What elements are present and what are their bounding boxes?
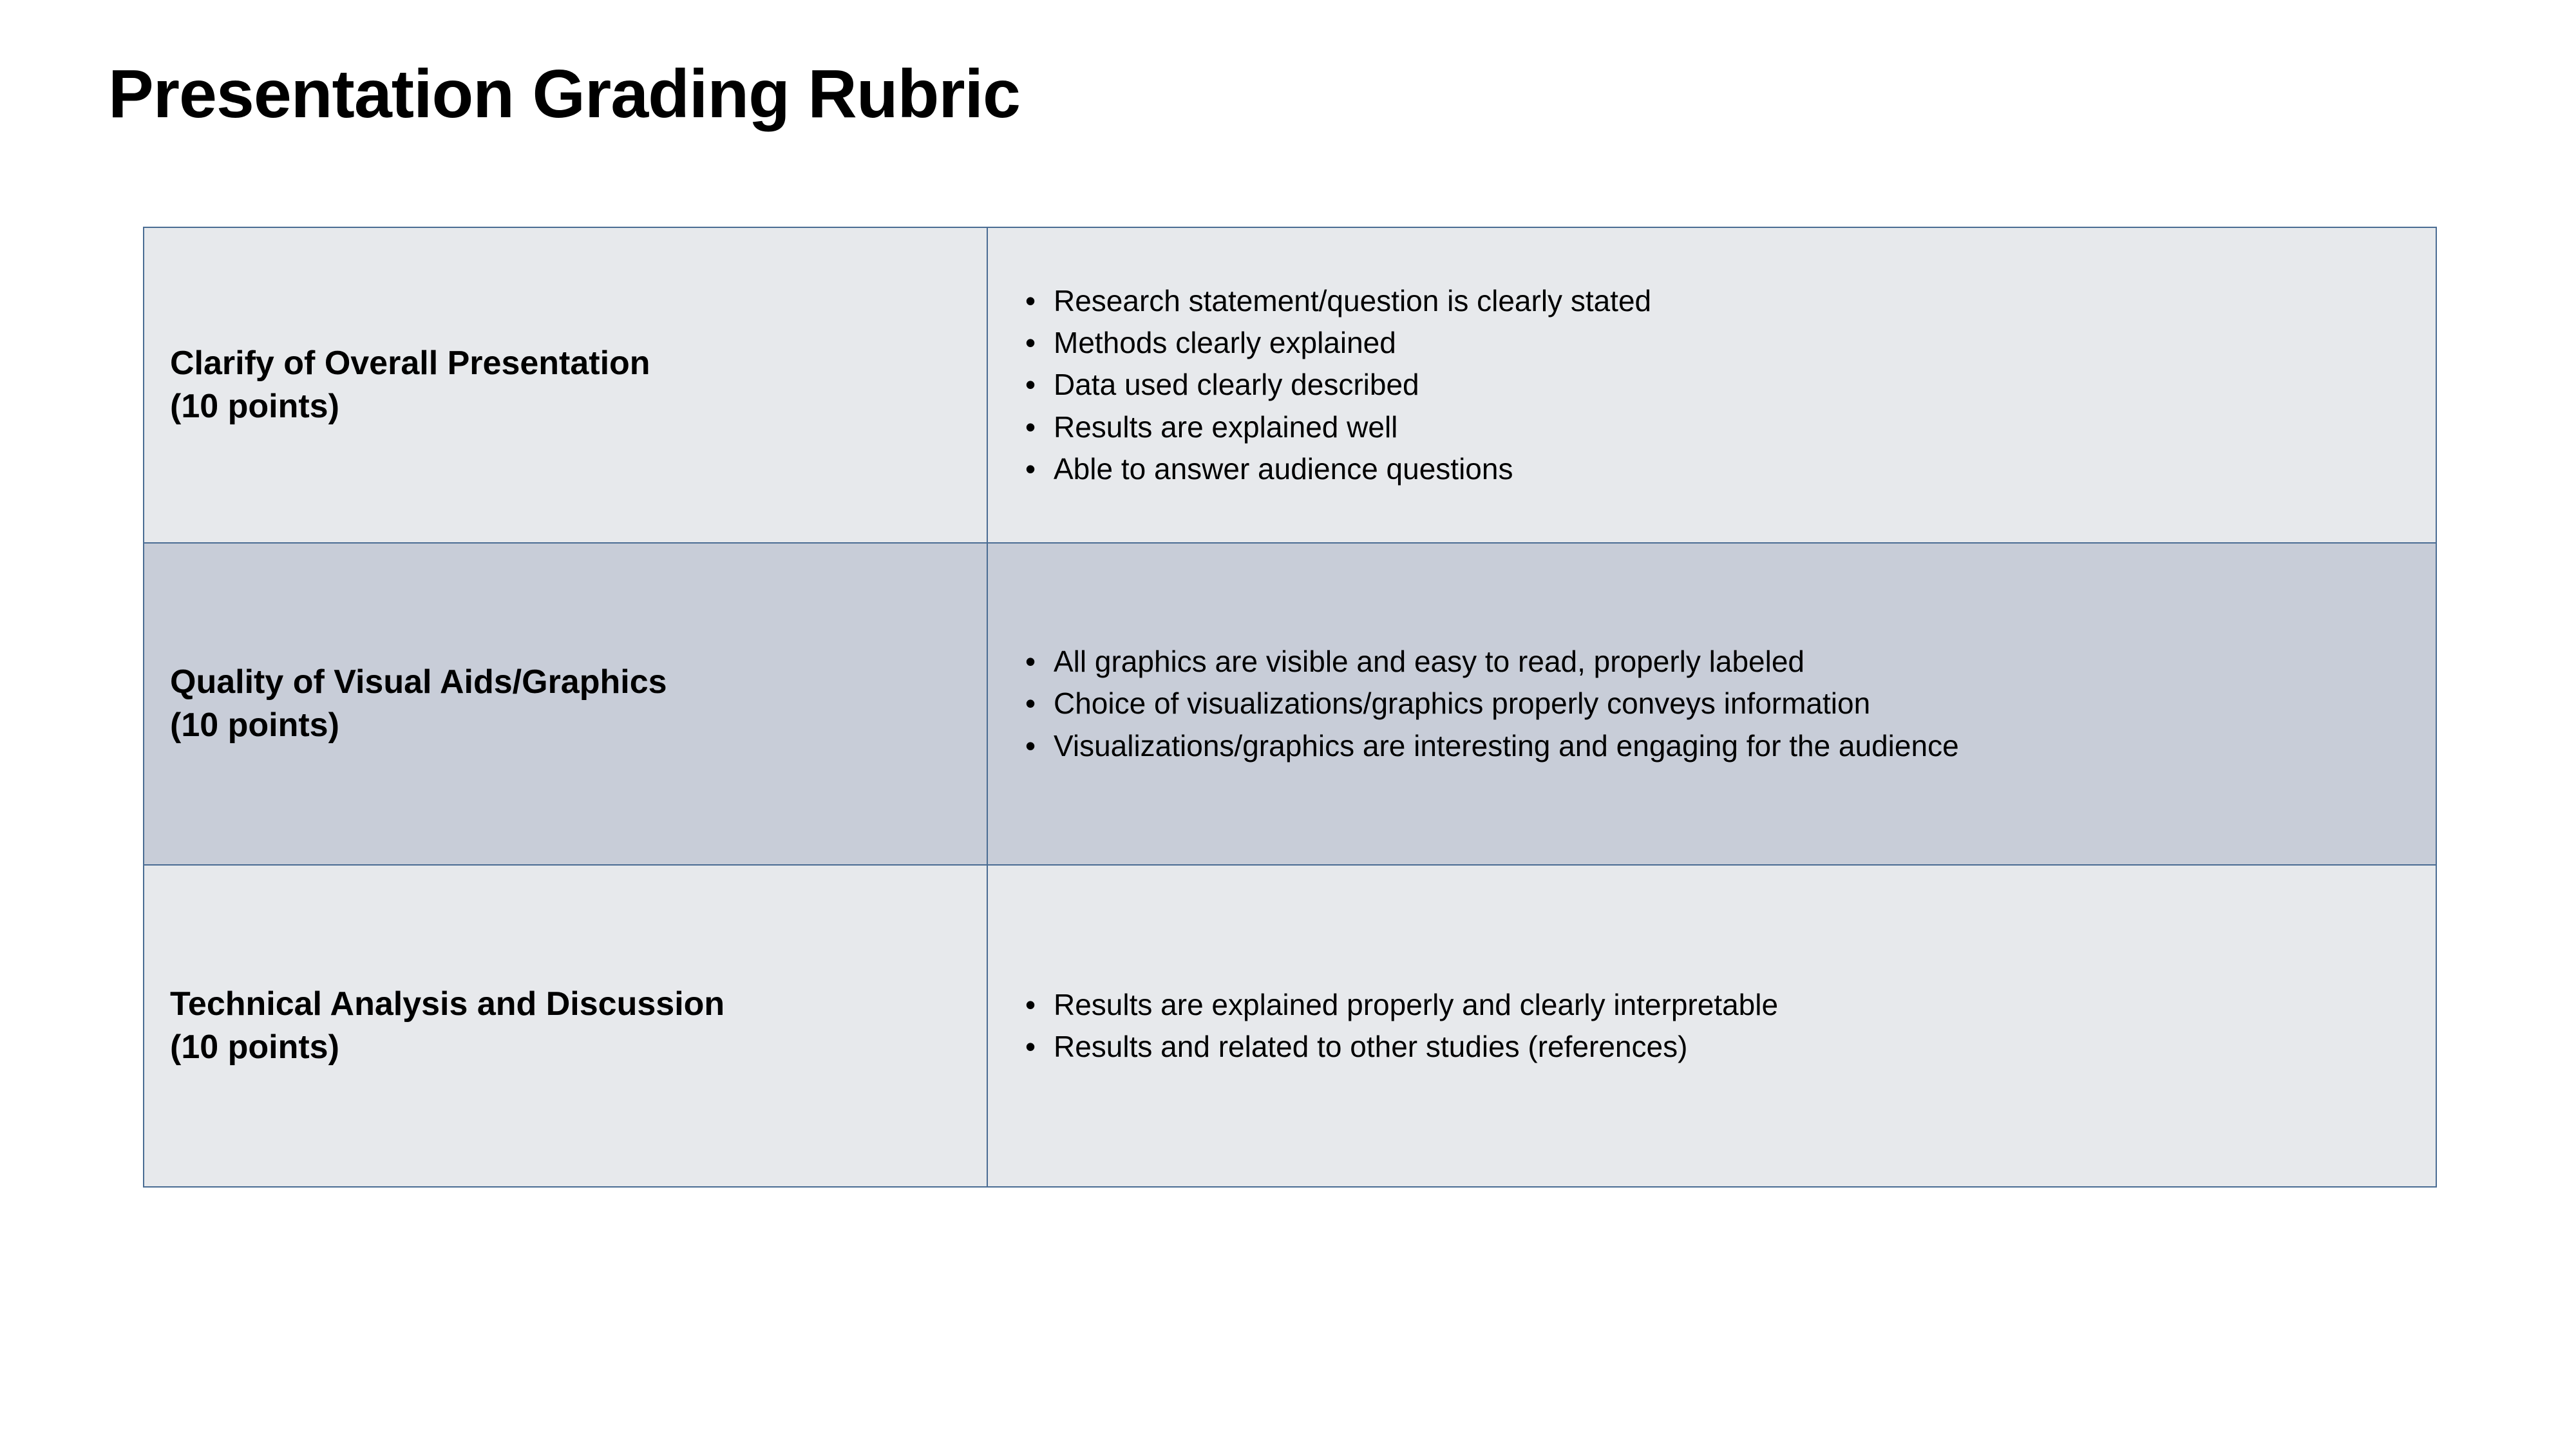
descriptor-text: Methods clearly explained [1054, 326, 1396, 360]
list-item [1016, 322, 2410, 364]
bullet-icon: • [1025, 368, 1036, 402]
bullet-icon: • [1025, 645, 1036, 679]
list-item [1016, 1026, 2410, 1068]
descriptor-text: Results are explained well [1054, 410, 1398, 444]
descriptor-text: Data used clearly described [1054, 368, 1419, 402]
bullet-icon: • [1025, 1030, 1036, 1063]
rubric-table [143, 227, 2437, 1188]
bullet-icon: • [1025, 987, 1036, 1021]
list-item [1016, 364, 2410, 406]
descriptor-list [1016, 641, 2410, 767]
criterion-cell [144, 865, 987, 1187]
rubric-table-body [144, 227, 2436, 1187]
criterion-points: (10 points) [170, 1028, 339, 1066]
list-item [1016, 683, 2410, 724]
table-row [144, 865, 2436, 1187]
descriptor-text: Visualizations/graphics are interesting and engaging for the audience [1054, 728, 1959, 762]
descriptor-text: Able to answer audience questions [1054, 451, 1513, 486]
criterion-cell [144, 227, 987, 543]
bullet-icon: • [1025, 410, 1036, 444]
descriptor-text: All graphics are visible and easy to read, properly labeled [1054, 645, 1804, 679]
descriptors-cell [987, 865, 2436, 1187]
list-item [1016, 641, 2410, 683]
criterion-cell [144, 543, 987, 865]
criterion-name: Quality of Visual Aids/Graphics [170, 663, 667, 701]
criterion-points: (10 points) [170, 388, 339, 425]
bullet-icon: • [1025, 687, 1036, 721]
page-title: Presentation Grading Rubric [108, 56, 1021, 132]
bullet-icon: • [1025, 728, 1036, 762]
descriptor-text: Choice of visualizations/graphics properly conveys information [1054, 687, 1871, 721]
descriptor-text: Research statement/question is clearly stated [1054, 283, 1652, 317]
table-row [144, 543, 2436, 865]
bullet-icon: • [1025, 283, 1036, 317]
table-row [144, 227, 2436, 543]
criterion-points: (10 points) [170, 706, 339, 744]
descriptor-list [1016, 280, 2410, 491]
descriptor-text: Results and related to other studies (references) [1054, 1030, 1688, 1063]
criterion-name: Clarify of Overall Presentation [170, 345, 650, 383]
descriptor-list [1016, 984, 2410, 1068]
list-item [1016, 725, 2410, 767]
list-item [1016, 984, 2410, 1026]
list-item [1016, 280, 2410, 322]
list-item [1016, 406, 2410, 448]
bullet-icon: • [1025, 326, 1036, 360]
criterion-name: Technical Analysis and Discussion [170, 985, 725, 1023]
descriptors-cell [987, 227, 2436, 543]
bullet-icon: • [1025, 451, 1036, 486]
list-item [1016, 448, 2410, 490]
descriptor-text: Results are explained properly and clearly interpretable [1054, 987, 1779, 1021]
descriptors-cell [987, 543, 2436, 865]
